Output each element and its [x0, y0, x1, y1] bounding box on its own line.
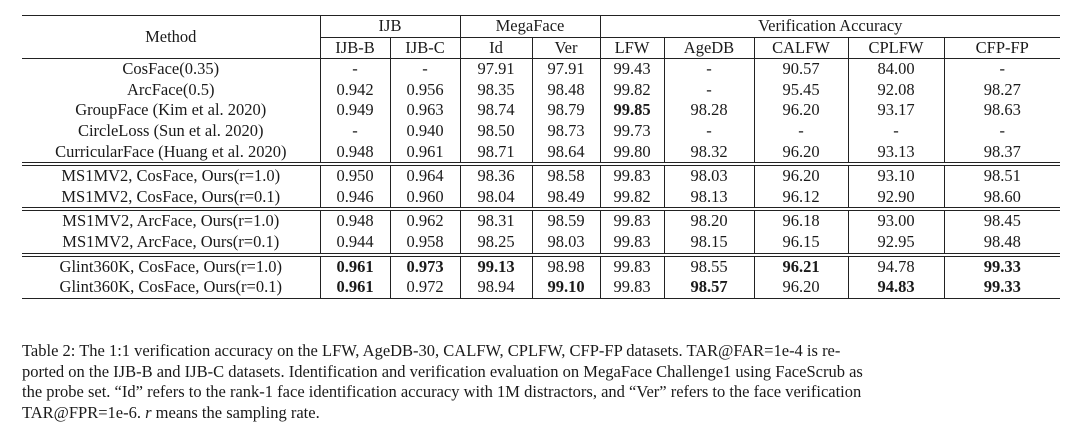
caption-text: TAR@FPR=1e-6.	[22, 402, 146, 422]
value-cell: 99.33	[944, 255, 1060, 278]
table-row	[22, 142, 1060, 165]
value-cell: 98.36	[460, 164, 532, 187]
value-cell: 84.00	[848, 59, 944, 80]
col-header-ijb-c: IJB-C	[390, 37, 460, 59]
value-cell: 98.20	[664, 209, 754, 232]
value-cell: 96.20	[754, 142, 848, 165]
value-cell: -	[848, 121, 944, 142]
value-cell: 0.962	[390, 209, 460, 232]
caption-line	[22, 403, 1062, 424]
value-cell: 0.963	[390, 100, 460, 121]
value-cell: 96.20	[754, 100, 848, 121]
method-cell: CircleLoss (Sun et al. 2020)	[77, 121, 264, 141]
method-cell: Glint360K, CosFace, Ours(r=1.0)	[22, 255, 320, 278]
value-cell: 98.45	[944, 209, 1060, 232]
table-row	[22, 255, 1060, 278]
value-cell: 98.55	[664, 255, 754, 278]
value-cell: 99.43	[600, 59, 664, 80]
col-header-lfw: LFW	[600, 37, 664, 59]
value-cell: 98.15	[664, 232, 754, 255]
value-cell: 98.50	[460, 121, 532, 142]
results-table	[22, 15, 1060, 299]
value-cell: -	[320, 59, 390, 80]
value-cell: 98.31	[460, 209, 532, 232]
value-cell: -	[664, 59, 754, 80]
value-cell: 99.83	[600, 255, 664, 278]
value-cell: 93.13	[848, 142, 944, 165]
col-header-calfw: CALFW	[754, 37, 848, 59]
value-cell: 0.940	[390, 121, 460, 142]
value-cell: 98.57	[664, 277, 754, 298]
value-cell: 98.58	[532, 164, 600, 187]
value-cell: 98.13	[664, 187, 754, 210]
value-cell: 92.95	[848, 232, 944, 255]
method-cell: Glint360K, CosFace, Ours(r=0.1)	[22, 277, 320, 298]
method-cell: MS1MV2, ArcFace, Ours(r=0.1)	[62, 231, 280, 251]
value-cell: 99.82	[600, 80, 664, 101]
value-cell: 0.961	[320, 277, 390, 298]
value-cell: 98.74	[460, 100, 532, 121]
value-cell: 98.32	[664, 142, 754, 165]
method-cell: GroupFace (Kim et al. 2020)	[75, 100, 267, 120]
value-cell: 99.82	[600, 187, 664, 210]
value-cell: 98.63	[944, 100, 1060, 121]
table-section	[22, 209, 1060, 254]
table-row	[22, 164, 1060, 187]
value-cell: 0.961	[390, 142, 460, 165]
value-cell: 98.64	[532, 142, 600, 165]
value-cell: 98.49	[532, 187, 600, 210]
value-cell: 99.73	[600, 121, 664, 142]
value-cell: 98.27	[944, 80, 1060, 101]
value-cell: 99.33	[944, 277, 1060, 298]
method-cell: MS1MV2, CosFace, Ours(r=0.1)	[61, 186, 281, 206]
value-cell: 0.948	[320, 209, 390, 232]
method-cell: MS1MV2, ArcFace, Ours(r=1.0)	[22, 209, 320, 232]
value-cell: 98.48	[532, 80, 600, 101]
value-cell: 0.948	[320, 142, 390, 165]
col-header-agedb: AgeDB	[664, 37, 754, 59]
value-cell: -	[944, 121, 1060, 142]
value-cell: 98.60	[944, 187, 1060, 210]
value-cell: 99.80	[600, 142, 664, 165]
value-cell: 98.35	[460, 80, 532, 101]
table-row	[22, 100, 1060, 121]
value-cell: 0.942	[320, 80, 390, 101]
value-cell: 0.961	[320, 255, 390, 278]
col-header-cplfw: CPLFW	[848, 37, 944, 59]
table-row	[22, 209, 1060, 232]
value-cell: 0.944	[320, 232, 390, 255]
table-section	[22, 255, 1060, 299]
table-section	[22, 59, 1060, 164]
value-cell: 0.958	[390, 232, 460, 255]
value-cell: 99.85	[600, 100, 664, 121]
value-cell: 94.78	[848, 255, 944, 278]
value-cell: -	[664, 80, 754, 101]
value-cell: 98.25	[460, 232, 532, 255]
value-cell: 0.960	[390, 187, 460, 210]
value-cell: 98.98	[532, 255, 600, 278]
value-cell: 93.00	[848, 209, 944, 232]
value-cell: -	[664, 121, 754, 142]
value-cell: 99.83	[600, 277, 664, 298]
value-cell: 92.90	[848, 187, 944, 210]
value-cell: 0.956	[390, 80, 460, 101]
value-cell: 98.71	[460, 142, 532, 165]
table-section	[22, 164, 1060, 209]
value-cell: 99.10	[532, 277, 600, 298]
value-cell: 0.972	[390, 277, 460, 298]
method-header: Method	[22, 16, 320, 59]
value-cell: 99.83	[600, 164, 664, 187]
value-cell: -	[754, 121, 848, 142]
value-cell: 98.59	[532, 209, 600, 232]
col-header-cfp-fp: CFP-FP	[944, 37, 1060, 59]
method-cell: ArcFace(0.5)	[127, 79, 215, 99]
value-cell: 98.04	[460, 187, 532, 210]
value-cell: 98.73	[532, 121, 600, 142]
method-cell: CurricularFace (Huang et al. 2020)	[55, 141, 287, 161]
method-cell: CosFace(0.35)	[122, 59, 220, 79]
value-cell: 93.17	[848, 100, 944, 121]
value-cell: 0.949	[320, 100, 390, 121]
table-row	[22, 80, 1060, 101]
table-row	[22, 277, 1060, 298]
value-cell: -	[320, 121, 390, 142]
value-cell: 98.37	[944, 142, 1060, 165]
value-cell: 96.20	[754, 277, 848, 298]
caption-line: the probe set. “Id” refers to the rank-1 face identification accuracy with 1M distractors, and “Ver” refers to the face verification	[22, 382, 862, 401]
value-cell: 0.964	[390, 164, 460, 187]
table-row	[22, 232, 1060, 255]
table-row	[22, 121, 1060, 142]
table-caption	[22, 341, 1062, 423]
value-cell: 92.08	[848, 80, 944, 101]
value-cell: 0.950	[320, 164, 390, 187]
value-cell: 98.51	[944, 164, 1060, 187]
verification-group-header: Verification Accuracy	[600, 16, 1060, 38]
value-cell: -	[944, 59, 1060, 80]
value-cell: 97.91	[460, 59, 532, 80]
table-row	[22, 59, 1060, 80]
ijb-group-header: IJB	[320, 16, 460, 38]
megaface-group-header: MegaFace	[460, 16, 600, 38]
value-cell: 93.10	[848, 164, 944, 187]
value-cell: 96.18	[754, 209, 848, 232]
value-cell: 94.83	[848, 277, 944, 298]
value-cell: 99.83	[600, 209, 664, 232]
col-header-ijb-b: IJB-B	[320, 37, 390, 59]
method-cell: MS1MV2, CosFace, Ours(r=1.0)	[22, 164, 320, 187]
value-cell: 98.03	[532, 232, 600, 255]
value-cell: 0.973	[390, 255, 460, 278]
value-cell: 95.45	[754, 80, 848, 101]
caption-text: means the sampling rate.	[151, 402, 320, 422]
value-cell: 98.03	[664, 164, 754, 187]
caption-variable: r	[145, 402, 152, 422]
col-header-ver: Ver	[532, 37, 600, 59]
value-cell: -	[390, 59, 460, 80]
value-cell: 97.91	[532, 59, 600, 80]
value-cell: 98.94	[460, 277, 532, 298]
value-cell: 98.28	[664, 100, 754, 121]
value-cell: 96.12	[754, 187, 848, 210]
caption-line: Table 2: The 1:1 verification accuracy on the LFW, AgeDB-30, CALFW, CPLFW, CFP-FP datasets. TAR@FAR=1e-4 is re-	[22, 341, 841, 360]
value-cell: 96.21	[754, 255, 848, 278]
value-cell: 99.83	[600, 232, 664, 255]
value-cell: 90.57	[754, 59, 848, 80]
caption-line: ported on the IJB-B and IJB-C datasets. Identification and verification evaluation on MegaFace Challenge1 using FaceScrub as	[22, 361, 863, 381]
value-cell: 98.79	[532, 100, 600, 121]
value-cell: 0.946	[320, 187, 390, 210]
value-cell: 96.20	[754, 164, 848, 187]
value-cell: 96.15	[754, 232, 848, 255]
value-cell: 99.13	[460, 255, 532, 278]
value-cell: 98.48	[944, 232, 1060, 255]
col-header-id: Id	[460, 37, 532, 59]
table-row	[22, 187, 1060, 210]
